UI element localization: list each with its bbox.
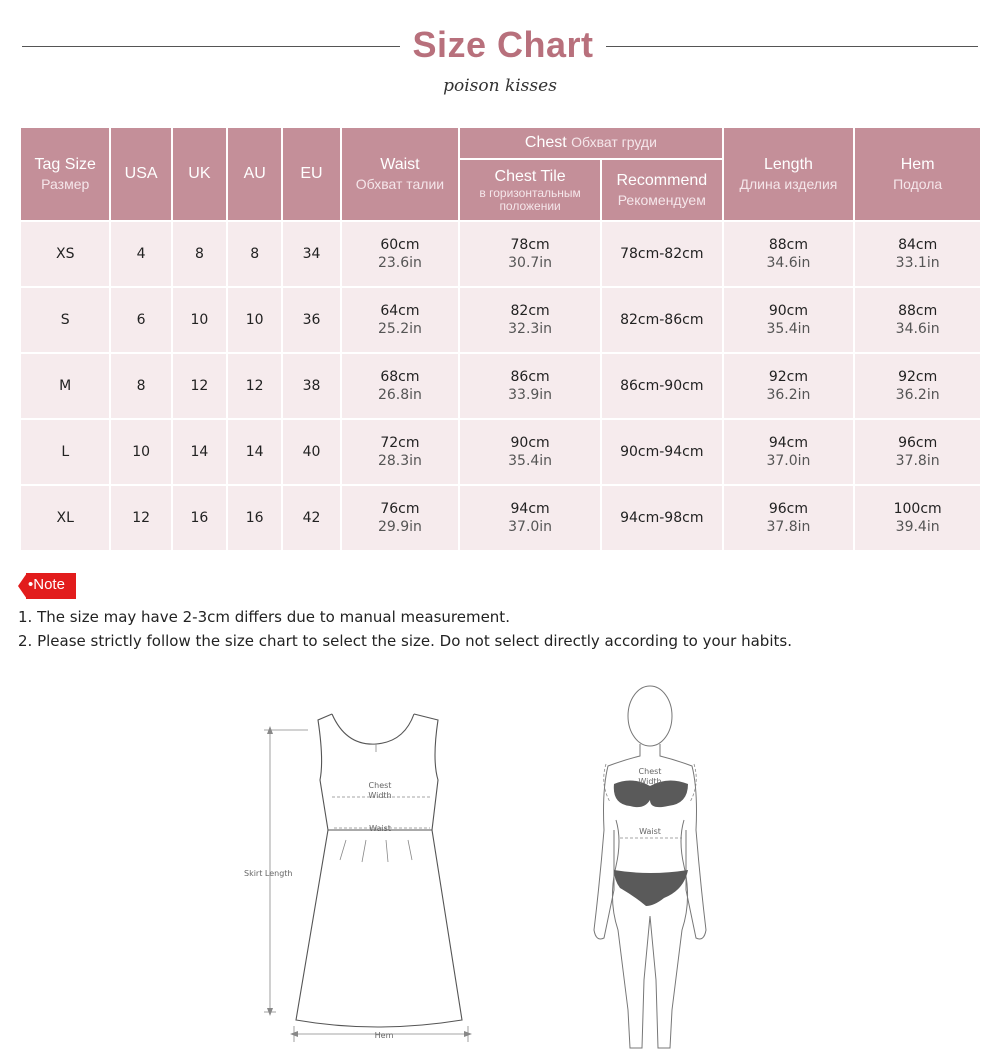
cell-eu: 40 xyxy=(283,420,339,484)
page-title: Size Chart xyxy=(412,24,594,65)
cell-uk: 8 xyxy=(173,222,226,286)
cell-au: 10 xyxy=(228,288,281,352)
cell-usa: 4 xyxy=(111,222,170,286)
table-row xyxy=(21,222,980,286)
cell-hem: 96cm 37.8in xyxy=(855,420,980,484)
cell-chest: 82cm 32.3in xyxy=(460,288,600,352)
cell-recommend: 86cm-90cm xyxy=(602,354,722,418)
body-right-outline xyxy=(660,744,706,939)
body-chest-label-2: Width xyxy=(638,777,662,786)
cell-eu: 38 xyxy=(283,354,339,418)
cell-uk: 12 xyxy=(173,354,226,418)
header-uk: UK xyxy=(173,128,226,220)
body-illustration xyxy=(584,680,724,1056)
cell-waist: 72cm 28.3in xyxy=(342,420,459,484)
cell-hem: 92cm 36.2in xyxy=(855,354,980,418)
cell-hem: 84cm 33.1in xyxy=(855,222,980,286)
cell-length: 88cm 34.6in xyxy=(724,222,854,286)
cell-recommend: 82cm-86cm xyxy=(602,288,722,352)
title-row xyxy=(0,24,1000,74)
table-row xyxy=(21,486,980,550)
body-chest-label-1: Chest xyxy=(638,767,662,776)
title-divider-right xyxy=(606,46,978,47)
cell-length: 90cm 35.4in xyxy=(724,288,854,352)
header-length: Length Длина изделия xyxy=(724,128,854,220)
cell-waist: 76cm 29.9in xyxy=(342,486,459,550)
cell-au: 12 xyxy=(228,354,281,418)
cell-uk: 10 xyxy=(173,288,226,352)
cell-usa: 8 xyxy=(111,354,170,418)
brand-subtitle: poison kisses xyxy=(443,76,557,96)
cell-recommend: 90cm-94cm xyxy=(602,420,722,484)
header-recommend: Recommend Рекомендуем xyxy=(602,160,722,220)
cell-size: XS xyxy=(21,222,109,286)
dress-hem-label: Hem xyxy=(374,1031,394,1040)
cell-chest: 90cm 35.4in xyxy=(460,420,600,484)
cell-size: M xyxy=(21,354,109,418)
cell-size: L xyxy=(21,420,109,484)
dress-chest-label-2: Width xyxy=(368,791,392,800)
cell-length: 94cm 37.0in xyxy=(724,420,854,484)
dress-neckline xyxy=(332,714,414,744)
header-au: AU xyxy=(228,128,281,220)
cell-hem: 100cm 39.4in xyxy=(855,486,980,550)
table-row xyxy=(21,288,980,352)
note-line-1: 1. The size may have 2-3cm differs due to manual measurement. xyxy=(18,608,510,626)
table-row xyxy=(21,354,980,418)
header-waist: Waist Обхват талии xyxy=(342,128,459,220)
note-badge xyxy=(18,573,76,599)
body-head xyxy=(628,686,672,746)
header-hem: Hem Подола xyxy=(855,128,980,220)
size-table xyxy=(19,126,982,552)
cell-eu: 42 xyxy=(283,486,339,550)
cell-waist: 64cm 25.2in xyxy=(342,288,459,352)
cell-usa: 12 xyxy=(111,486,170,550)
header-chest-tile: Chest Tile в горизонтальным положении xyxy=(460,160,600,220)
cell-waist: 68cm 26.8in xyxy=(342,354,459,418)
cell-usa: 10 xyxy=(111,420,170,484)
cell-uk: 14 xyxy=(173,420,226,484)
cell-usa: 6 xyxy=(111,288,170,352)
body-right-leg xyxy=(650,820,688,1048)
cell-recommend: 78cm-82cm xyxy=(602,222,722,286)
body-left-outline xyxy=(594,744,640,939)
dress-outline xyxy=(296,714,462,1027)
cell-uk: 16 xyxy=(173,486,226,550)
title-divider-left xyxy=(22,46,400,47)
cell-au: 8 xyxy=(228,222,281,286)
body-waist-label: Waist xyxy=(639,827,661,836)
note-list xyxy=(18,608,792,656)
cell-length: 92cm 36.2in xyxy=(724,354,854,418)
dress-waist-label: Waist xyxy=(369,824,391,833)
header-tag-size: Tag Size Размер xyxy=(21,128,109,220)
cell-waist: 60cm 23.6in xyxy=(342,222,459,286)
table-row xyxy=(21,420,980,484)
dress-pleats xyxy=(340,840,412,862)
cell-eu: 34 xyxy=(283,222,339,286)
dress-skirt-length-label: Skirt Length xyxy=(244,869,293,878)
cell-recommend: 94cm-98cm xyxy=(602,486,722,550)
dress-illustration xyxy=(236,700,486,1056)
header-chest: Chest Обхват груди xyxy=(460,128,721,158)
cell-chest: 86cm 33.9in xyxy=(460,354,600,418)
note-badge-label: •Note xyxy=(28,576,65,593)
cell-hem: 88cm 34.6in xyxy=(855,288,980,352)
cell-length: 96cm 37.8in xyxy=(724,486,854,550)
cell-chest: 94cm 37.0in xyxy=(460,486,600,550)
cell-au: 14 xyxy=(228,420,281,484)
dress-chest-label-1: Chest xyxy=(368,781,392,790)
header-eu: EU xyxy=(283,128,339,220)
body-left-leg xyxy=(612,820,650,1048)
cell-size: XL xyxy=(21,486,109,550)
cell-size: S xyxy=(21,288,109,352)
note-line-2: 2. Please strictly follow the size chart to select the size. Do not select directly according to your habits. xyxy=(18,632,792,650)
cell-chest: 78cm 30.7in xyxy=(460,222,600,286)
cell-au: 16 xyxy=(228,486,281,550)
header-usa: USA xyxy=(111,128,170,220)
body-briefs xyxy=(614,870,688,906)
cell-eu: 36 xyxy=(283,288,339,352)
